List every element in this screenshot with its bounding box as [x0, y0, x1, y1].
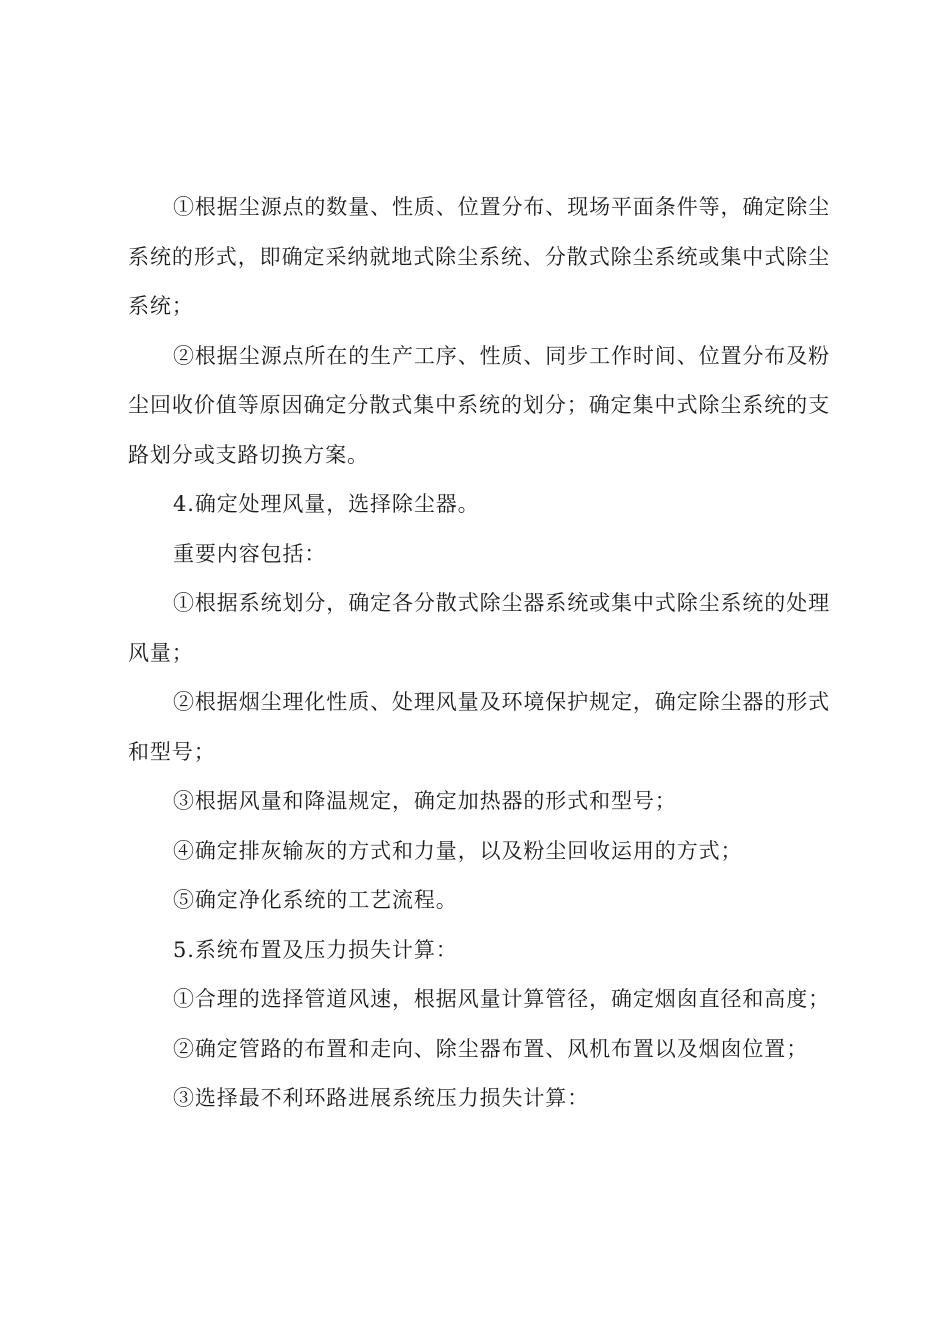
paragraph-system-division: ②根据尘源点所在的生产工序、性质、同步工作时间、位置分布及粉尘回收价值等原因确定分散式集中系统的划分；确定集中式除尘系统的支路划分或支路切换方案。 [128, 343, 830, 467]
document-body [128, 183, 830, 1124]
paragraph-process-flow: ⑤确定净化系统的工艺流程。 [173, 888, 458, 912]
paragraph-collector-type: ②根据烟尘理化性质、处理风量及环境保护规定，确定除尘器的形式和型号； [128, 690, 830, 764]
section-heading-5: 5.系统布置及压力损失计算： [173, 937, 458, 962]
paragraph-dust-system-form: ①根据尘源点的数量、性质、位置分布、现场平面条件等，确定除尘系统的形式，即确定采纳就地式除尘系统、分散式除尘系统或集中式除尘系统； [128, 195, 830, 318]
paragraph-ash-discharge: ④确定排灰输灰的方式和力量，以及粉尘回收运用的方式； [173, 838, 743, 863]
paragraph-heater-type: ③根据风量和降温规定，确定加热器的形式和型号； [173, 789, 677, 813]
paragraph-main-contents: 重要内容包括： [173, 541, 327, 566]
paragraph-pressure-loss: ③选择最不利环路进展系统压力损失计算： [173, 1086, 590, 1110]
section-heading-4: 4.确定处理风量，选择除尘器。 [173, 492, 480, 516]
paragraph-pipe-layout: ②确定管路的布置和走向、除尘器布置、风机布置以及烟囱位置； [173, 1036, 809, 1061]
paragraph-air-volume: ①根据系统划分，确定各分散式除尘器系统或集中式除尘系统的处理风量； [128, 591, 830, 665]
paragraph-pipe-velocity: ①合理的选择管道风速，根据风量计算管径，确定烟囱直径和高度； [173, 987, 830, 1011]
